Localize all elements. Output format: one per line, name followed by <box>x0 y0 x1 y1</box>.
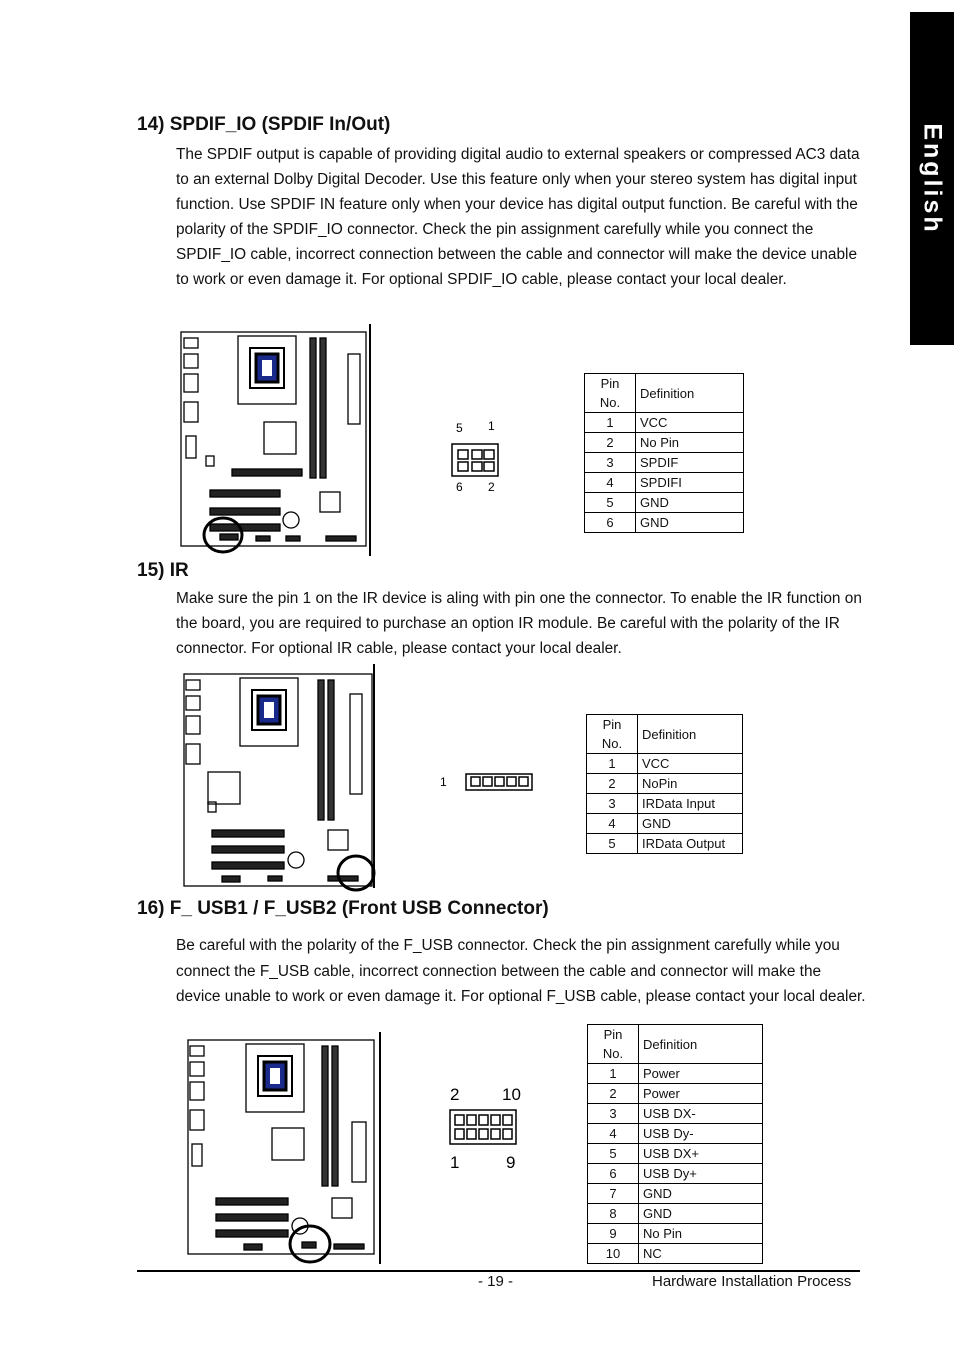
ir-pin-table <box>586 714 743 854</box>
pin-number: 5 <box>587 834 638 854</box>
pin-number: 4 <box>587 814 638 834</box>
pin-definition: IRData Output <box>638 834 743 854</box>
pin-number: 2 <box>588 1084 639 1104</box>
heading-front-usb: 16) F_ USB1 / F_USB2 (Front USB Connector) <box>137 898 549 919</box>
pin-definition: No Pin <box>639 1224 763 1244</box>
pin-number: 7 <box>588 1184 639 1204</box>
connector-pin-label: 2 <box>488 480 495 494</box>
table-header-row <box>585 374 744 413</box>
connector-pin-label: 1 <box>450 1153 460 1172</box>
connector-pin-label: 10 <box>502 1085 521 1104</box>
table-row <box>587 794 743 814</box>
pin-definition: GND <box>636 493 744 513</box>
table-header-cell: Definition <box>636 374 744 413</box>
heading-spdif-io: 14) SPDIF_IO (SPDIF In/Out) <box>137 114 391 135</box>
pin-number: 3 <box>585 453 636 473</box>
pin-number: 6 <box>585 513 636 533</box>
motherboard-diagram-spdif <box>176 324 376 558</box>
front-usb-pin-table <box>587 1024 763 1264</box>
table-row <box>587 754 743 774</box>
table-row <box>588 1204 763 1224</box>
table-header-cell: Definition <box>639 1025 763 1064</box>
table-row <box>588 1144 763 1164</box>
ir-connector <box>438 768 538 798</box>
language-label: English <box>918 122 947 235</box>
pin-definition: USB DX+ <box>639 1144 763 1164</box>
table-row <box>585 493 744 513</box>
table-row <box>588 1224 763 1244</box>
connector-pin-label: 5 <box>456 421 463 435</box>
pin-definition: GND <box>639 1204 763 1224</box>
pin-number: 1 <box>585 413 636 433</box>
table-row <box>588 1104 763 1124</box>
pin-number: 4 <box>585 473 636 493</box>
table-row <box>585 453 744 473</box>
pin-definition: NC <box>639 1244 763 1264</box>
pin-definition: VCC <box>638 754 743 774</box>
pin-definition: SPDIF <box>636 453 744 473</box>
table-row <box>585 513 744 533</box>
pin-definition: USB DX- <box>639 1104 763 1124</box>
front-usb-connector <box>446 1080 526 1174</box>
pin-number: 2 <box>585 433 636 453</box>
table-row <box>585 473 744 493</box>
pin-definition: GND <box>636 513 744 533</box>
table-row <box>588 1064 763 1084</box>
table-header-cell: Pin No. <box>588 1025 639 1064</box>
pin-number: 1 <box>588 1064 639 1084</box>
spdif-io-connector <box>448 416 510 498</box>
pin-definition: No Pin <box>636 433 744 453</box>
pin-number: 6 <box>588 1164 639 1184</box>
connector-pin-label: 9 <box>506 1153 516 1172</box>
pin-number: 4 <box>588 1124 639 1144</box>
motherboard-diagram-ir <box>178 664 380 894</box>
pin-number: 3 <box>588 1104 639 1124</box>
pin-definition: SPDIFI <box>636 473 744 493</box>
table-row <box>588 1124 763 1144</box>
paragraph-front-usb: Be careful with the polarity of the F_USB connector. Check the pin assignment carefully while you connect the F_USB cable, incorrect connection between the cable and connector will make the device unable to work or even damage it. For optional F_USB cable, please contact your local dealer. <box>176 937 866 1005</box>
table-row <box>588 1184 763 1204</box>
table-row <box>587 774 743 794</box>
table-header-cell: Definition <box>638 715 743 754</box>
pin-definition: USB Dy- <box>639 1124 763 1144</box>
footer-divider <box>137 1270 860 1272</box>
pin-definition: NoPin <box>638 774 743 794</box>
pin-number: 3 <box>587 794 638 814</box>
table-header-row <box>588 1025 763 1064</box>
table-header-cell: Pin No. <box>585 374 636 413</box>
pin-number: 8 <box>588 1204 639 1224</box>
pin-definition: Power <box>639 1084 763 1104</box>
table-row <box>585 413 744 433</box>
pin-definition: GND <box>639 1184 763 1204</box>
footer-chapter-title: Hardware Installation Process <box>652 1273 852 1290</box>
pin-definition: USB Dy+ <box>639 1164 763 1184</box>
table-header-cell: Pin No. <box>587 715 638 754</box>
pin-number: 2 <box>587 774 638 794</box>
table-row <box>585 433 744 453</box>
connector-pin-label: 1 <box>440 775 447 789</box>
pin-number: 5 <box>585 493 636 513</box>
table-row <box>587 834 743 854</box>
pin-definition: GND <box>638 814 743 834</box>
pin-definition: IRData Input <box>638 794 743 814</box>
motherboard-diagram-front-usb <box>184 1032 386 1268</box>
pin-number: 10 <box>588 1244 639 1264</box>
spdif-pin-table <box>584 373 744 533</box>
connector-pin-label: 2 <box>450 1085 460 1104</box>
pin-number: 9 <box>588 1224 639 1244</box>
table-row <box>587 814 743 834</box>
table-row <box>588 1164 763 1184</box>
pin-definition: Power <box>639 1064 763 1084</box>
connector-pin-label: 6 <box>456 480 463 494</box>
pin-definition: VCC <box>636 413 744 433</box>
table-header-row <box>587 715 743 754</box>
paragraph-ir: Make sure the pin 1 on the IR device is aling with pin one the connector. To enable the IR function on the board, you are required to purchase an option IR module. Be careful with the polarity of the IR connector. For optional IR cable, please contact your local dealer. <box>176 590 862 657</box>
paragraph-spdif-io: The SPDIF output is capable of providing digital audio to external speakers or compressed AC3 data to an external Dolby Digital Decoder. Use this feature only when your stereo system has digital input function. Use SPDIF IN feature only when your device has digital output function. Be careful with the polarity of the SPDIF_IO connector. Check the pin assignment carefully while you connect the SPDIF_IO cable, incorrect connection between the cable and connector will make the device unable to work or even damage it. For optional SPDIF_IO cable, please contact your local dealer. <box>176 146 860 288</box>
pin-number: 1 <box>587 754 638 774</box>
table-row <box>588 1084 763 1104</box>
page-number: - 19 - <box>478 1273 514 1290</box>
connector-pin-label: 1 <box>488 419 495 433</box>
pin-number: 5 <box>588 1144 639 1164</box>
heading-ir: 15) IR <box>137 560 189 581</box>
table-row <box>588 1244 763 1264</box>
language-side-tab <box>910 12 954 345</box>
